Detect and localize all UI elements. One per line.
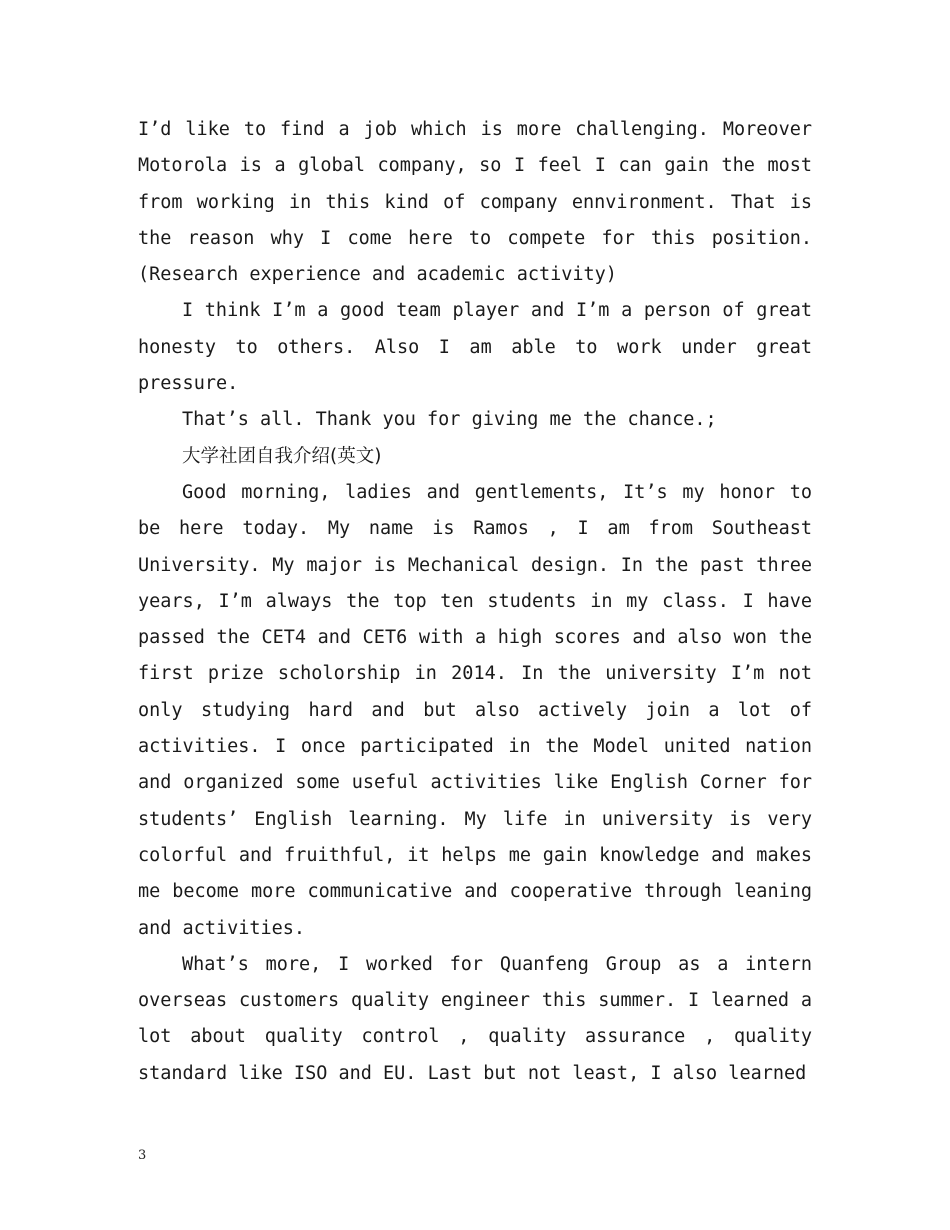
paragraph-6: What’s more, I worked for Quanfeng Group as a intern overseas customers quality engineer this summer. I learned a lot about quality control , quality assurance , quality standard like ISO and EU. Last but not least, I also learned xyxy=(138,953,812,1084)
paragraph-5: Good morning, ladies and gentlements, It’s my honor to be here today. My name is Ramos , I am from Southeast University. My major is Mechanical design. In the past three years, I’m always the top ten students in my class. I have passed the CET4 and CET6 with a high scores and also won the first prize scholorship in 2014. In the university I’m not only studying hard and but also actively join a lot of activities. I once participated in the Model united nation and organized some useful activities like English Corner for students’ English learning. My life in university is very colorful and fruithful, it helps me gain knowledge and makes me become more communicative and cooperative through leaning and activities. xyxy=(138,481,812,939)
section-heading: 大学社团自我介绍(英文) xyxy=(182,445,382,467)
document-body xyxy=(138,112,812,1092)
paragraph-2: I think I’m a good team player and I’m a person of great honesty to others. Also I am able to work under great pressure. xyxy=(138,300,812,395)
page-number: 3 xyxy=(138,1148,147,1163)
paragraph-3: That’s all. Thank you for giving me the chance.; xyxy=(182,409,717,431)
paragraph-1: I’d like to find a job which is more challenging. Moreover Motorola is a global company, so I feel I can gain the most from working in this kind of company ennvironment. That is the reason why I come here to compete for this position. (Research experience and academic activity) xyxy=(138,119,812,286)
